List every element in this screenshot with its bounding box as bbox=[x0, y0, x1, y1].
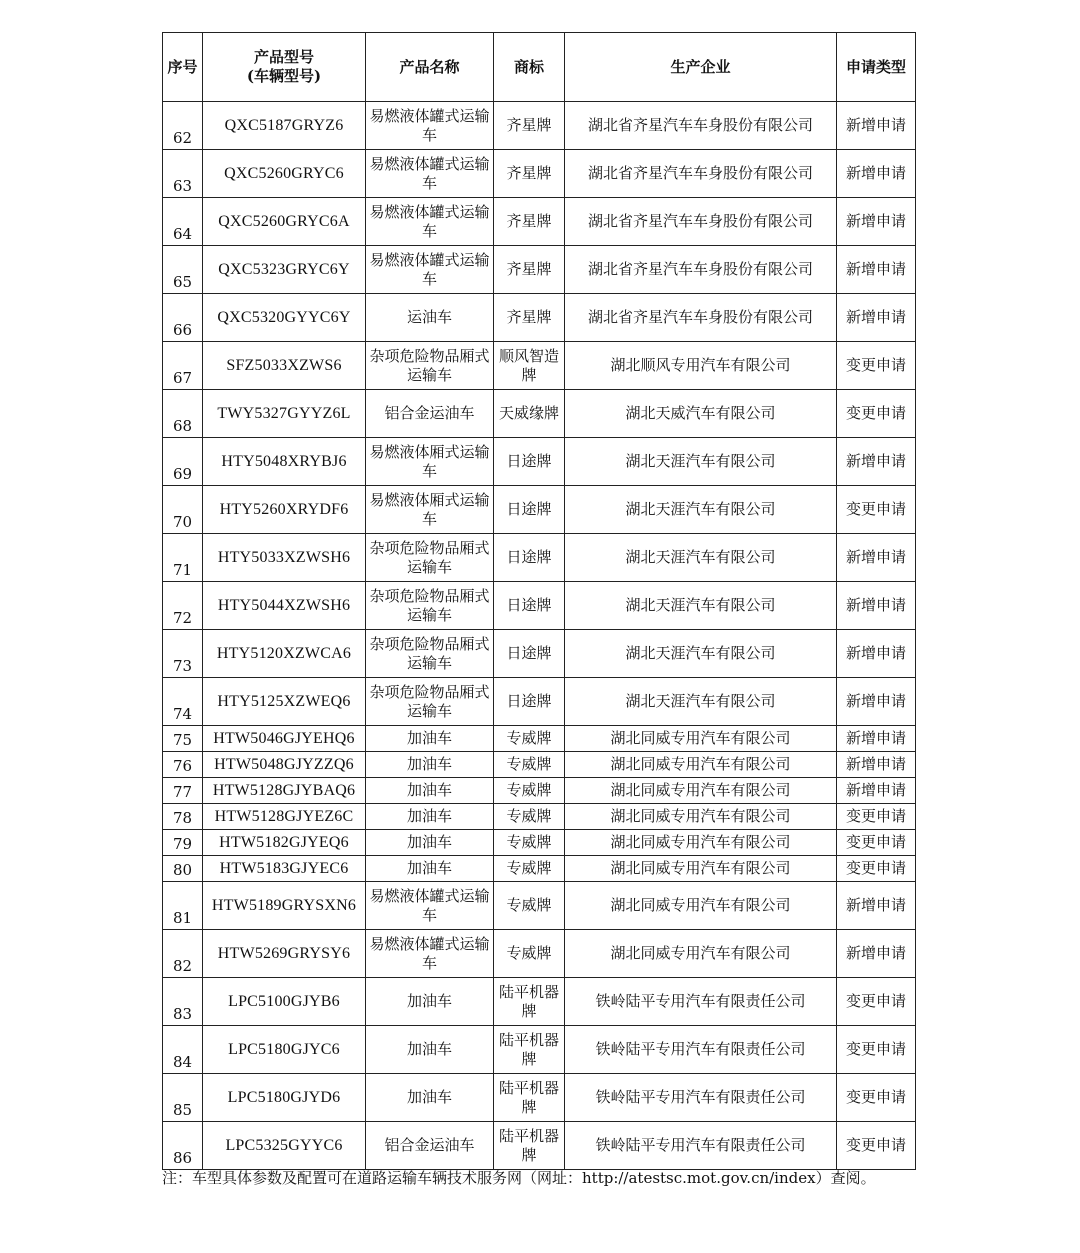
cell-maker: 湖北同威专用汽车有限公司 bbox=[565, 726, 837, 752]
cell-maker: 湖北同威专用汽车有限公司 bbox=[565, 882, 837, 930]
cell-product-name: 杂项危险物品厢式运输车 bbox=[366, 582, 494, 630]
cell-maker: 湖北天涯汽车有限公司 bbox=[565, 534, 837, 582]
cell-brand: 齐星牌 bbox=[494, 294, 565, 342]
table-header-row bbox=[163, 33, 916, 102]
cell-no: 76 bbox=[163, 752, 203, 778]
cell-brand: 日途牌 bbox=[494, 582, 565, 630]
cell-no: 86 bbox=[163, 1122, 203, 1170]
cell-type: 变更申请 bbox=[837, 856, 916, 882]
cell-type: 新增申请 bbox=[837, 438, 916, 486]
cell-brand: 陆平机器牌 bbox=[494, 1026, 565, 1074]
cell-no: 69 bbox=[163, 438, 203, 486]
cell-no: 83 bbox=[163, 978, 203, 1026]
cell-type: 新增申请 bbox=[837, 678, 916, 726]
cell-no: 65 bbox=[163, 246, 203, 294]
table-row bbox=[163, 246, 916, 294]
cell-type: 新增申请 bbox=[837, 102, 916, 150]
cell-product-name: 易燃液体罐式运输车 bbox=[366, 102, 494, 150]
cell-type: 新增申请 bbox=[837, 294, 916, 342]
header-maker: 生产企业 bbox=[565, 33, 837, 102]
cell-model: QXC5187GRYZ6 bbox=[203, 102, 366, 150]
cell-product-name: 加油车 bbox=[366, 830, 494, 856]
cell-model: LPC5180GJYC6 bbox=[203, 1026, 366, 1074]
cell-product-name: 加油车 bbox=[366, 1026, 494, 1074]
cell-brand: 日途牌 bbox=[494, 630, 565, 678]
cell-type: 新增申请 bbox=[837, 778, 916, 804]
table-row bbox=[163, 630, 916, 678]
cell-model: HTW5128GJYEZ6C bbox=[203, 804, 366, 830]
cell-no: 62 bbox=[163, 102, 203, 150]
cell-model: TWY5327GYYZ6L bbox=[203, 390, 366, 438]
cell-type: 新增申请 bbox=[837, 726, 916, 752]
cell-brand: 专威牌 bbox=[494, 856, 565, 882]
cell-product-name: 易燃液体厢式运输车 bbox=[366, 486, 494, 534]
cell-no: 81 bbox=[163, 882, 203, 930]
cell-product-name: 加油车 bbox=[366, 856, 494, 882]
cell-type: 新增申请 bbox=[837, 198, 916, 246]
header-model: 产品型号 (车辆型号) bbox=[203, 33, 366, 102]
cell-maker: 湖北天涯汽车有限公司 bbox=[565, 486, 837, 534]
cell-model: SFZ5033XZWS6 bbox=[203, 342, 366, 390]
cell-maker: 湖北省齐星汽车车身股份有限公司 bbox=[565, 150, 837, 198]
cell-brand: 专威牌 bbox=[494, 830, 565, 856]
cell-type: 变更申请 bbox=[837, 804, 916, 830]
cell-model: HTW5048GJYZZQ6 bbox=[203, 752, 366, 778]
cell-maker: 湖北同威专用汽车有限公司 bbox=[565, 930, 837, 978]
cell-type: 变更申请 bbox=[837, 978, 916, 1026]
cell-model: HTW5183GJYEC6 bbox=[203, 856, 366, 882]
cell-no: 63 bbox=[163, 150, 203, 198]
cell-type: 变更申请 bbox=[837, 1122, 916, 1170]
cell-model: HTW5046GJYEHQ6 bbox=[203, 726, 366, 752]
table-row bbox=[163, 752, 916, 778]
cell-maker: 湖北省齐星汽车车身股份有限公司 bbox=[565, 198, 837, 246]
table-row bbox=[163, 438, 916, 486]
cell-product-name: 杂项危险物品厢式运输车 bbox=[366, 534, 494, 582]
cell-type: 变更申请 bbox=[837, 830, 916, 856]
vehicle-table bbox=[162, 32, 916, 1170]
cell-brand: 齐星牌 bbox=[494, 198, 565, 246]
cell-product-name: 易燃液体罐式运输车 bbox=[366, 246, 494, 294]
cell-no: 74 bbox=[163, 678, 203, 726]
cell-model: HTY5044XZWSH6 bbox=[203, 582, 366, 630]
cell-brand: 齐星牌 bbox=[494, 150, 565, 198]
table-row bbox=[163, 856, 916, 882]
cell-model: QXC5260GRYC6 bbox=[203, 150, 366, 198]
cell-product-name: 杂项危险物品厢式运输车 bbox=[366, 342, 494, 390]
cell-brand: 天威缘牌 bbox=[494, 390, 565, 438]
header-brand: 商标 bbox=[494, 33, 565, 102]
cell-maker: 湖北天涯汽车有限公司 bbox=[565, 678, 837, 726]
cell-product-name: 杂项危险物品厢式运输车 bbox=[366, 630, 494, 678]
cell-product-name: 加油车 bbox=[366, 804, 494, 830]
table-row bbox=[163, 102, 916, 150]
cell-type: 变更申请 bbox=[837, 1074, 916, 1122]
cell-product-name: 加油车 bbox=[366, 726, 494, 752]
table-row bbox=[163, 1122, 916, 1170]
table-row bbox=[163, 678, 916, 726]
cell-no: 70 bbox=[163, 486, 203, 534]
cell-type: 新增申请 bbox=[837, 752, 916, 778]
cell-maker: 铁岭陆平专用汽车有限责任公司 bbox=[565, 1074, 837, 1122]
header-name: 产品名称 bbox=[366, 33, 494, 102]
table-body bbox=[163, 102, 916, 1170]
cell-product-name: 铝合金运油车 bbox=[366, 390, 494, 438]
cell-no: 75 bbox=[163, 726, 203, 752]
table-row bbox=[163, 804, 916, 830]
cell-model: LPC5180GJYD6 bbox=[203, 1074, 366, 1122]
cell-maker: 铁岭陆平专用汽车有限责任公司 bbox=[565, 1026, 837, 1074]
cell-type: 新增申请 bbox=[837, 582, 916, 630]
cell-maker: 湖北天涯汽车有限公司 bbox=[565, 630, 837, 678]
cell-model: HTW5128GJYBAQ6 bbox=[203, 778, 366, 804]
cell-no: 71 bbox=[163, 534, 203, 582]
cell-maker: 湖北同威专用汽车有限公司 bbox=[565, 804, 837, 830]
cell-maker: 湖北省齐星汽车车身股份有限公司 bbox=[565, 102, 837, 150]
cell-product-name: 易燃液体罐式运输车 bbox=[366, 150, 494, 198]
cell-product-name: 易燃液体罐式运输车 bbox=[366, 198, 494, 246]
cell-no: 84 bbox=[163, 1026, 203, 1074]
cell-brand: 专威牌 bbox=[494, 778, 565, 804]
cell-no: 85 bbox=[163, 1074, 203, 1122]
cell-type: 新增申请 bbox=[837, 246, 916, 294]
cell-product-name: 易燃液体罐式运输车 bbox=[366, 930, 494, 978]
table-row bbox=[163, 342, 916, 390]
table-row bbox=[163, 882, 916, 930]
cell-model: HTY5125XZWEQ6 bbox=[203, 678, 366, 726]
cell-no: 73 bbox=[163, 630, 203, 678]
cell-type: 新增申请 bbox=[837, 882, 916, 930]
cell-model: QXC5323GRYC6Y bbox=[203, 246, 366, 294]
cell-maker: 湖北顺风专用汽车有限公司 bbox=[565, 342, 837, 390]
cell-brand: 齐星牌 bbox=[494, 246, 565, 294]
cell-no: 77 bbox=[163, 778, 203, 804]
header-no: 序号 bbox=[163, 33, 203, 102]
cell-model: LPC5325GYYC6 bbox=[203, 1122, 366, 1170]
table-row bbox=[163, 150, 916, 198]
cell-brand: 专威牌 bbox=[494, 752, 565, 778]
table-row bbox=[163, 294, 916, 342]
cell-brand: 专威牌 bbox=[494, 726, 565, 752]
cell-brand: 专威牌 bbox=[494, 804, 565, 830]
cell-no: 64 bbox=[163, 198, 203, 246]
cell-model: HTW5189GRYSXN6 bbox=[203, 882, 366, 930]
table-row bbox=[163, 534, 916, 582]
table-row bbox=[163, 1074, 916, 1122]
cell-model: HTY5120XZWCA6 bbox=[203, 630, 366, 678]
cell-no: 68 bbox=[163, 390, 203, 438]
cell-model: LPC5100GJYB6 bbox=[203, 978, 366, 1026]
table-row bbox=[163, 198, 916, 246]
table-row bbox=[163, 726, 916, 752]
table-row bbox=[163, 582, 916, 630]
cell-brand: 日途牌 bbox=[494, 534, 565, 582]
cell-model: HTY5033XZWSH6 bbox=[203, 534, 366, 582]
cell-maker: 铁岭陆平专用汽车有限责任公司 bbox=[565, 1122, 837, 1170]
cell-model: HTW5182GJYEQ6 bbox=[203, 830, 366, 856]
cell-brand: 专威牌 bbox=[494, 882, 565, 930]
cell-maker: 湖北天威汽车有限公司 bbox=[565, 390, 837, 438]
cell-product-name: 加油车 bbox=[366, 778, 494, 804]
cell-model: HTW5269GRYSY6 bbox=[203, 930, 366, 978]
cell-no: 78 bbox=[163, 804, 203, 830]
cell-no: 80 bbox=[163, 856, 203, 882]
cell-maker: 湖北同威专用汽车有限公司 bbox=[565, 830, 837, 856]
cell-no: 67 bbox=[163, 342, 203, 390]
cell-maker: 湖北同威专用汽车有限公司 bbox=[565, 752, 837, 778]
table-row bbox=[163, 930, 916, 978]
cell-brand: 齐星牌 bbox=[494, 102, 565, 150]
cell-product-name: 易燃液体罐式运输车 bbox=[366, 882, 494, 930]
cell-model: HTY5048XRYBJ6 bbox=[203, 438, 366, 486]
cell-brand: 日途牌 bbox=[494, 678, 565, 726]
table-row bbox=[163, 1026, 916, 1074]
cell-maker: 铁岭陆平专用汽车有限责任公司 bbox=[565, 978, 837, 1026]
footnote: 注：车型具体参数及配置可在道路运输车辆技术服务网（网址：http://atestsc.mot.gov.cn/index）查阅。 bbox=[162, 1169, 876, 1187]
table-row bbox=[163, 390, 916, 438]
cell-product-name: 铝合金运油车 bbox=[366, 1122, 494, 1170]
cell-type: 新增申请 bbox=[837, 930, 916, 978]
cell-model: QXC5260GRYC6A bbox=[203, 198, 366, 246]
cell-no: 82 bbox=[163, 930, 203, 978]
cell-product-name: 加油车 bbox=[366, 752, 494, 778]
cell-brand: 日途牌 bbox=[494, 438, 565, 486]
cell-model: HTY5260XRYDF6 bbox=[203, 486, 366, 534]
cell-product-name: 易燃液体厢式运输车 bbox=[366, 438, 494, 486]
cell-brand: 日途牌 bbox=[494, 486, 565, 534]
cell-brand: 陆平机器牌 bbox=[494, 1122, 565, 1170]
cell-type: 变更申请 bbox=[837, 1026, 916, 1074]
cell-no: 72 bbox=[163, 582, 203, 630]
cell-brand: 陆平机器牌 bbox=[494, 1074, 565, 1122]
cell-maker: 湖北省齐星汽车车身股份有限公司 bbox=[565, 246, 837, 294]
cell-type: 新增申请 bbox=[837, 534, 916, 582]
cell-maker: 湖北省齐星汽车车身股份有限公司 bbox=[565, 294, 837, 342]
cell-brand: 顺风智造牌 bbox=[494, 342, 565, 390]
table-row bbox=[163, 830, 916, 856]
cell-maker: 湖北天涯汽车有限公司 bbox=[565, 582, 837, 630]
cell-product-name: 加油车 bbox=[366, 1074, 494, 1122]
cell-product-name: 运油车 bbox=[366, 294, 494, 342]
cell-maker: 湖北同威专用汽车有限公司 bbox=[565, 856, 837, 882]
cell-maker: 湖北同威专用汽车有限公司 bbox=[565, 778, 837, 804]
table-row bbox=[163, 486, 916, 534]
cell-type: 变更申请 bbox=[837, 486, 916, 534]
cell-type: 变更申请 bbox=[837, 390, 916, 438]
cell-product-name: 加油车 bbox=[366, 978, 494, 1026]
cell-type: 新增申请 bbox=[837, 630, 916, 678]
cell-maker: 湖北天涯汽车有限公司 bbox=[565, 438, 837, 486]
table-row bbox=[163, 778, 916, 804]
cell-model: QXC5320GYYC6Y bbox=[203, 294, 366, 342]
table-row bbox=[163, 978, 916, 1026]
cell-brand: 专威牌 bbox=[494, 930, 565, 978]
cell-type: 新增申请 bbox=[837, 150, 916, 198]
cell-product-name: 杂项危险物品厢式运输车 bbox=[366, 678, 494, 726]
cell-no: 79 bbox=[163, 830, 203, 856]
cell-brand: 陆平机器牌 bbox=[494, 978, 565, 1026]
cell-type: 变更申请 bbox=[837, 342, 916, 390]
cell-no: 66 bbox=[163, 294, 203, 342]
header-type: 申请类型 bbox=[837, 33, 916, 102]
